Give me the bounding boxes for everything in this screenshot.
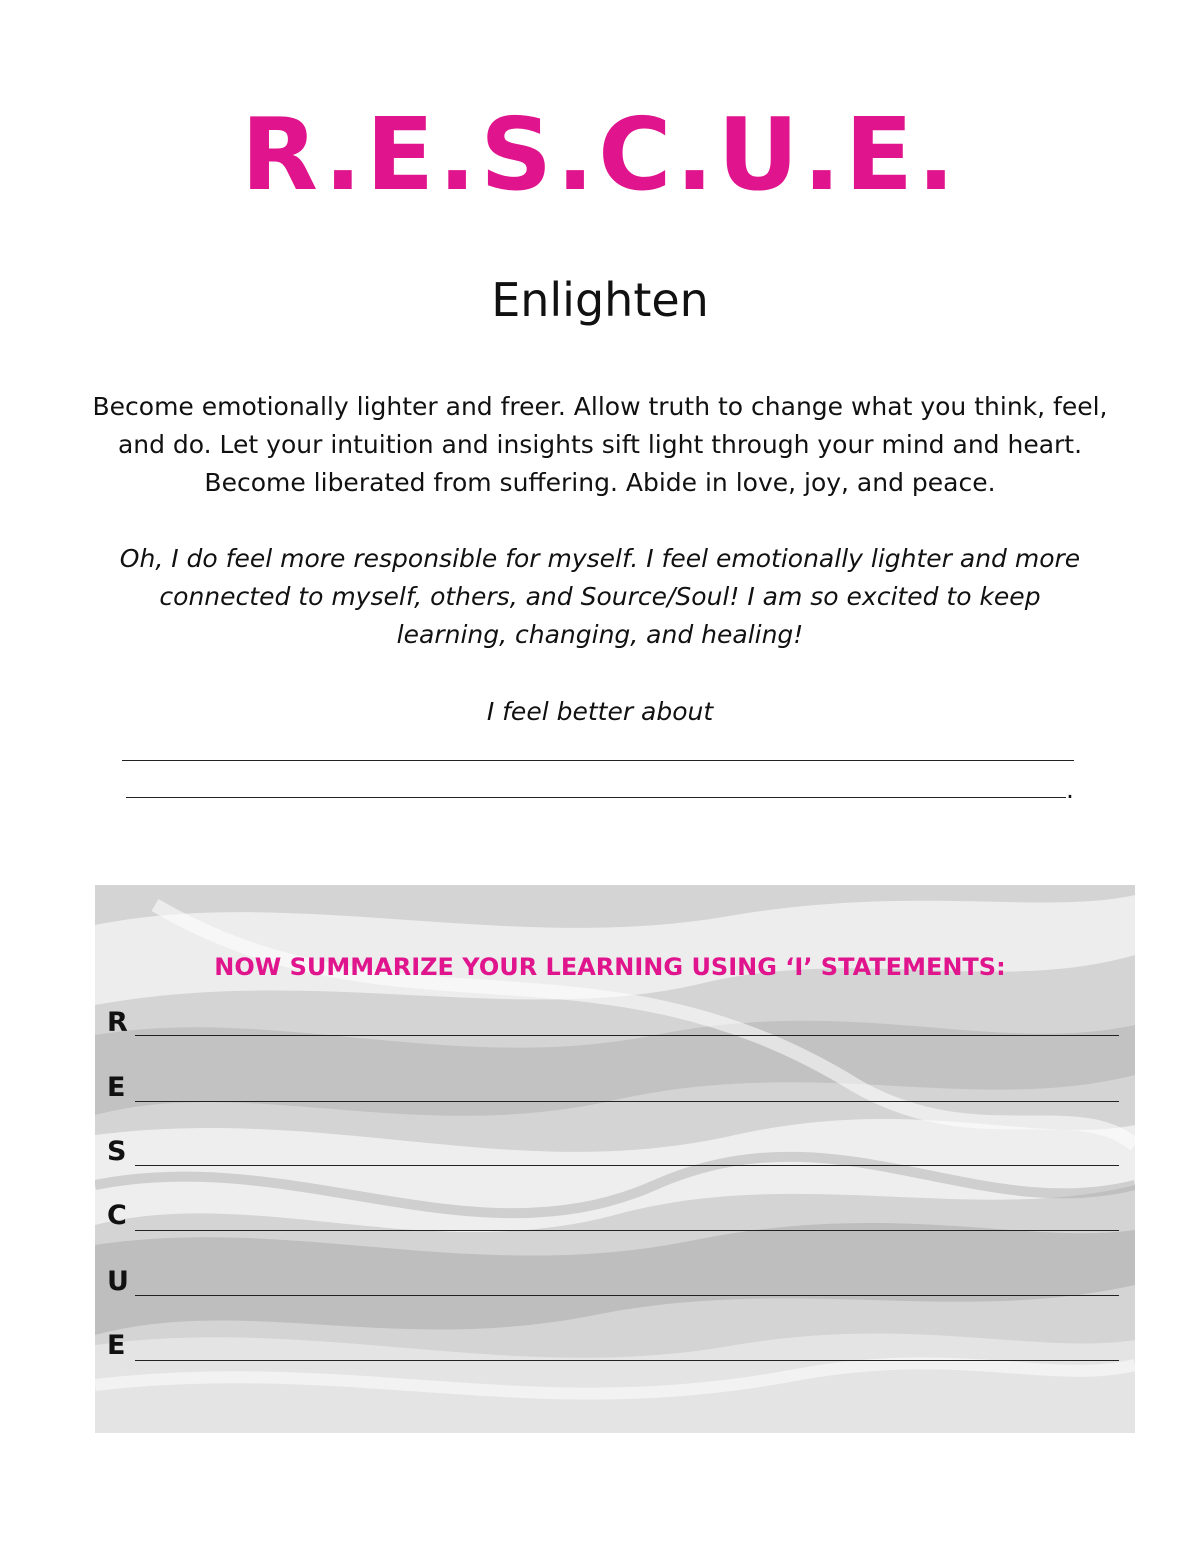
- quote-paragraph: Oh, I do feel more responsible for myself. I feel emotionally lighter and more connected to myself, others, and Source/Soul! I am so excited to keep learning, changing, and healing!: [119, 544, 1081, 649]
- answer-line-1[interactable]: [122, 760, 1074, 761]
- intro-paragraph: Become emotionally lighter and freer. Allow truth to change what you think, feel, and do. Let your intuition and insights sift light through your mind and heart. Become liberated from suffering. Abide in love, joy, and peace.: [92, 392, 1108, 497]
- summary-line-u[interactable]: [135, 1295, 1119, 1296]
- answer-period: .: [1066, 775, 1074, 804]
- summary-line-c[interactable]: [135, 1230, 1119, 1231]
- summary-letter-u: U: [107, 1266, 129, 1297]
- summary-panel: [95, 885, 1135, 1433]
- answer-line-2[interactable]: [126, 797, 1066, 798]
- summary-letter-r: R: [107, 1007, 128, 1038]
- summary-line-r[interactable]: [135, 1035, 1119, 1036]
- summary-heading: NOW SUMMARIZE YOUR LEARNING USING ‘I’ STATEMENTS:: [214, 953, 1006, 981]
- prompt-text: I feel better about: [486, 697, 714, 726]
- summary-letter-s: S: [107, 1136, 127, 1167]
- summary-line-e2[interactable]: [135, 1360, 1119, 1361]
- page-title: R.E.S.C.U.E.: [240, 96, 960, 213]
- summary-line-s[interactable]: [135, 1165, 1119, 1166]
- summary-letter-e1: E: [107, 1072, 126, 1103]
- summary-line-e1[interactable]: [135, 1101, 1119, 1102]
- section-subtitle: Enlighten: [491, 273, 709, 327]
- summary-letter-e2: E: [107, 1330, 126, 1361]
- summary-letter-c: C: [107, 1200, 127, 1231]
